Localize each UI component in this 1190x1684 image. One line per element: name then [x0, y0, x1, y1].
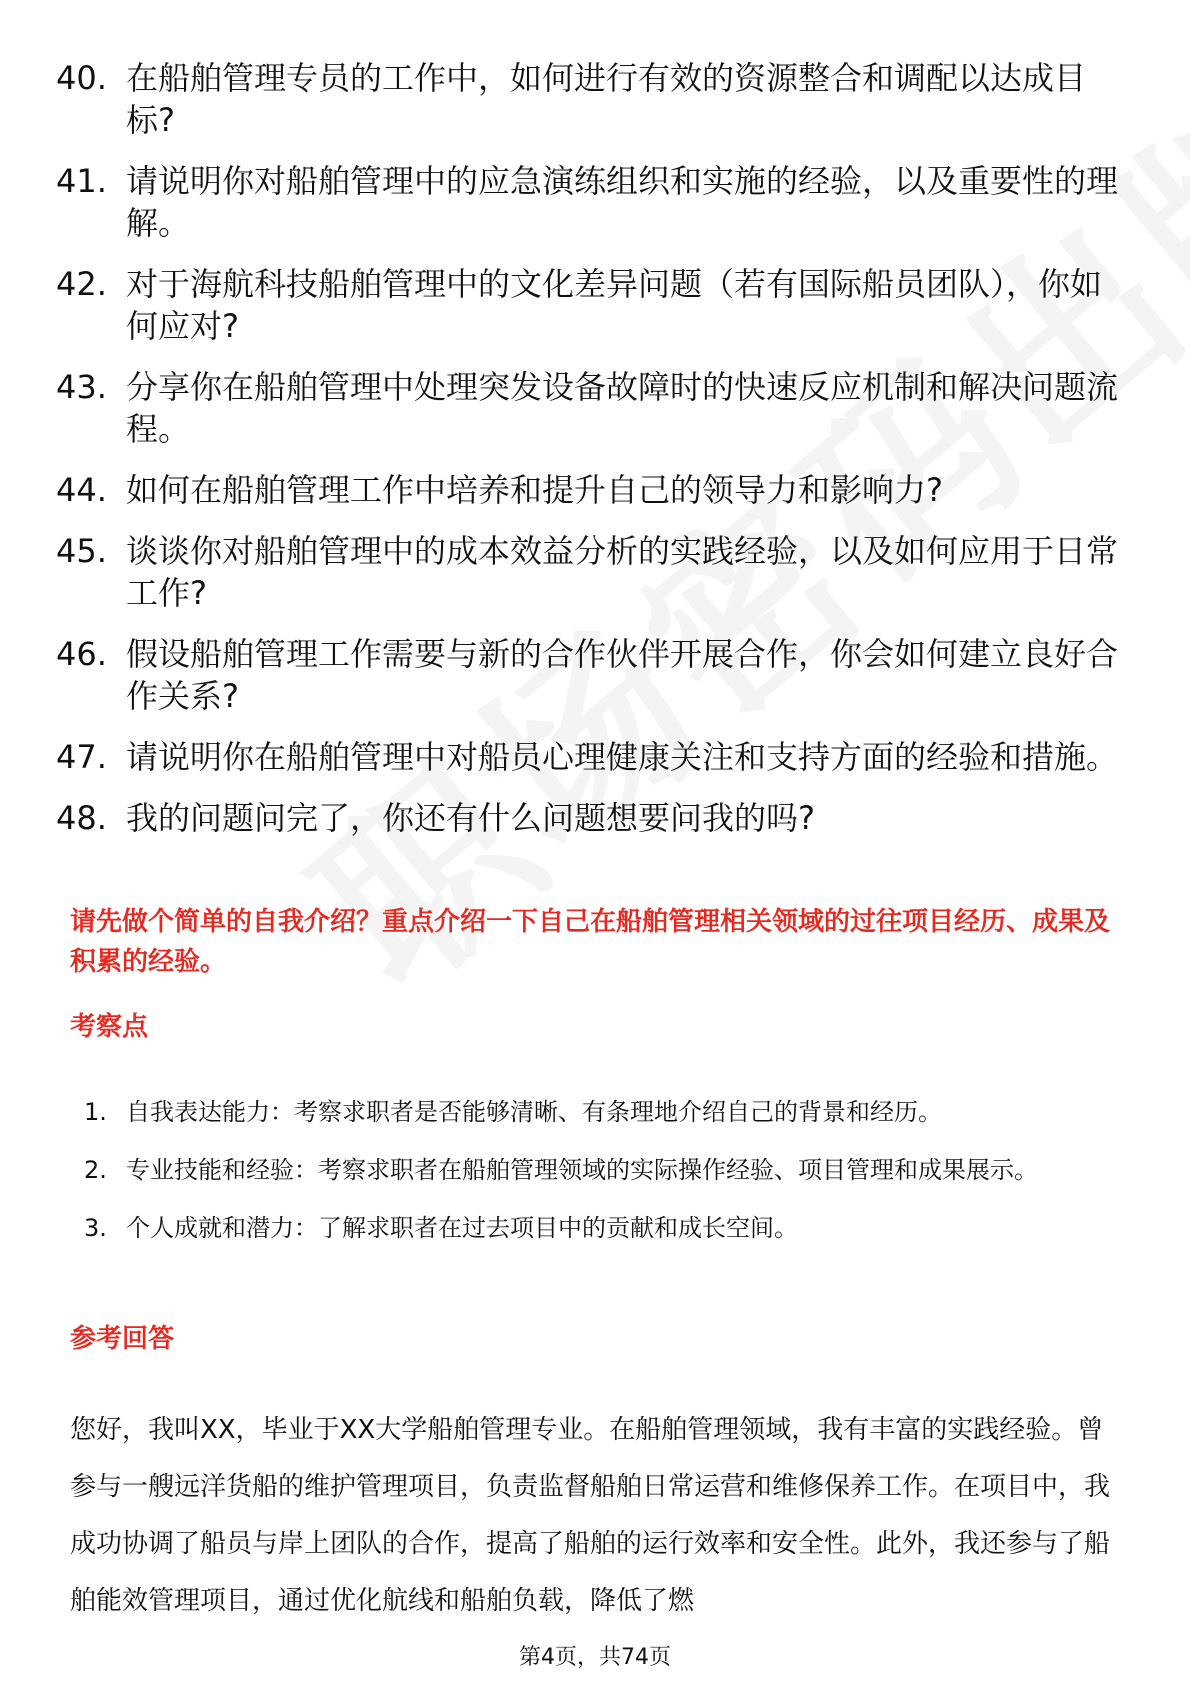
question-number: 44. [56, 471, 107, 509]
question-item [56, 469, 1126, 511]
reference-answer: 您好，我叫XX，毕业于XX大学船舶管理专业。在船舶管理领域，我有丰富的实践经验。曾参与一艘远洋货船的维护管理项目，负责监督船舶日常运营和维修保养工作。在项目中，我成功协调了船员与岸上团队的合作，提高了船舶的运行效率和安全性。此外，我还参与了船舶能效管理项目，通过优化航线和船舶负载，降低了燃 [70, 1415, 1111, 1616]
assessment-point [84, 1141, 1124, 1199]
question-text: 分享你在船舶管理中处理突发设备故障时的快速反应机制和解决问题流程。 [126, 368, 1119, 448]
question-item [56, 633, 1126, 717]
question-item [56, 530, 1126, 614]
question-number: 40. [56, 59, 107, 97]
question-text: 假设船舶管理工作需要与新的合作伙伴开展合作，你会如何建立良好合作关系? [126, 635, 1119, 715]
question-text: 在船舶管理专员的工作中，如何进行有效的资源整合和调配以达成目标? [126, 59, 1087, 139]
question-number: 47. [56, 738, 107, 776]
question-item [56, 160, 1126, 244]
question-text: 对于海航科技船舶管理中的文化差异问题（若有国际船员团队），你如何应对? [126, 265, 1103, 345]
question-number: 48. [56, 799, 107, 837]
point-text: 个人成就和潜力：了解求职者在过去项目中的贡献和成长空间。 [126, 1214, 798, 1242]
assessment-heading: 考察点 [70, 1012, 149, 1042]
question-item [56, 263, 1126, 347]
question-number: 43. [56, 368, 107, 406]
question-text: 如何在船舶管理工作中培养和提升自己的领导力和影响力? [126, 471, 943, 509]
reference-heading: 参考回答 [70, 1324, 175, 1354]
question-number: 42. [56, 265, 107, 303]
question-text: 我的问题问完了，你还有什么问题想要问我的吗? [126, 799, 815, 837]
question-text: 请说明你对船舶管理中的应急演练组织和实施的经验，以及重要性的理解。 [126, 162, 1119, 242]
question-text: 谈谈你对船舶管理中的成本效益分析的实践经验，以及如何应用于日常工作? [126, 532, 1119, 612]
point-number: 2. [84, 1156, 107, 1184]
question-number: 46. [56, 635, 107, 673]
assessment-point [84, 1199, 1124, 1257]
point-number: 3. [84, 1214, 107, 1242]
assessment-points [84, 1083, 1124, 1257]
point-text: 自我表达能力：考察求职者是否能够清晰、有条理地介绍自己的背景和经历。 [126, 1098, 942, 1126]
featured-question: 请先做个简单的自我介绍？重点介绍一下自己在船舶管理相关领域的过往项目经历、成果及积累的经验。 [70, 907, 1111, 977]
question-text: 请说明你在船舶管理中对船员心理健康关注和支持方面的经验和措施。 [126, 738, 1119, 776]
question-item [56, 736, 1126, 778]
page-footer: 第4页，共74页 [519, 1645, 671, 1670]
question-number: 41. [56, 162, 107, 200]
question-number: 45. [56, 532, 107, 570]
question-item [56, 797, 1126, 839]
question-item [56, 57, 1126, 141]
assessment-point [84, 1083, 1124, 1141]
question-list [56, 57, 1126, 858]
point-number: 1. [84, 1098, 107, 1126]
point-text: 专业技能和经验：考察求职者在船舶管理领域的实际操作经验、项目管理和成果展示。 [126, 1156, 1038, 1184]
question-item [56, 366, 1126, 450]
